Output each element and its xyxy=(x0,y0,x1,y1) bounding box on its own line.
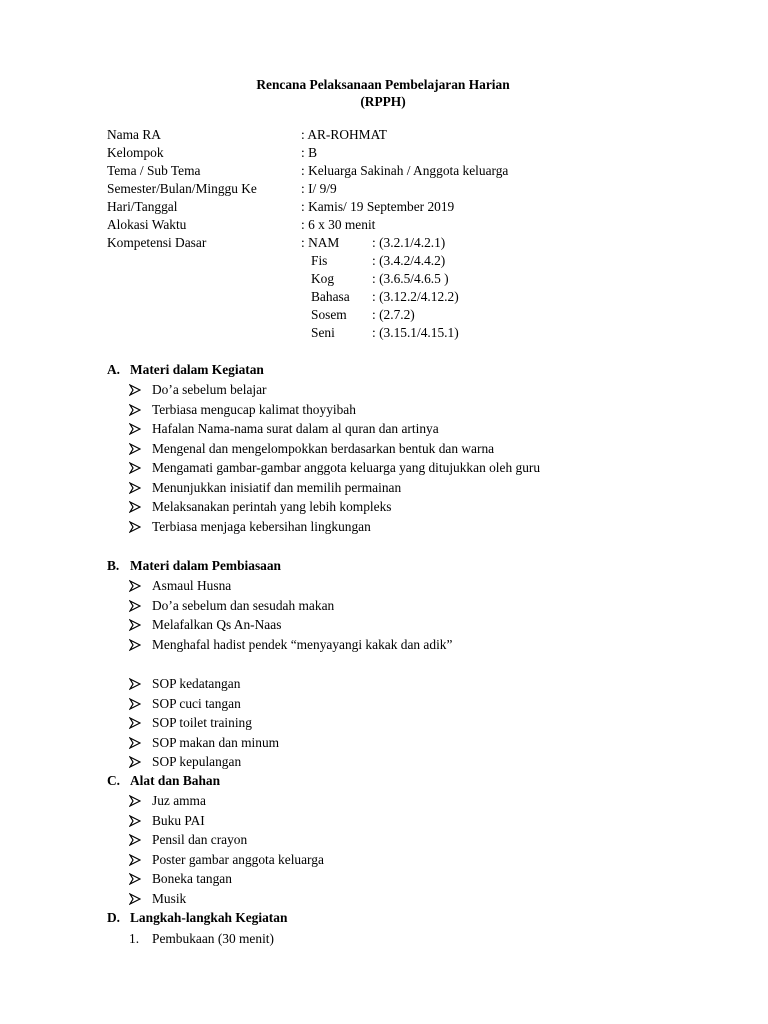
arrow-bullet-icon xyxy=(129,890,141,908)
arrow-bullet-icon xyxy=(129,734,141,752)
arrow-bullet-icon xyxy=(129,577,141,595)
item-text: Pembukaan (30 menit) xyxy=(152,931,274,946)
bullet-text: Buku PAI xyxy=(152,812,205,828)
arrow-bullet-icon xyxy=(129,753,141,771)
section-title: Alat dan Bahan xyxy=(130,773,221,788)
kd-name: Sosem xyxy=(311,307,347,322)
bullet-text: Terbiasa mengucap kalimat thoyyibah xyxy=(152,401,356,417)
bullet-text: SOP cuci tangan xyxy=(152,695,241,711)
section-letter: B. xyxy=(107,558,120,573)
arrow-bullet-icon xyxy=(129,870,141,888)
bullet-text: Melaksanakan perintah yang lebih kompleks xyxy=(152,499,392,514)
arrow-bullet-icon xyxy=(129,851,141,869)
info-label: Hari/Tanggal xyxy=(107,199,178,214)
info-label: Semester/Bulan/Minggu Ke xyxy=(107,181,257,196)
bullet-text: Asmaul Husna xyxy=(152,578,232,593)
info-value: : 6 x 30 menit xyxy=(301,217,376,232)
bullet-text: Juz amma xyxy=(152,793,206,808)
arrow-bullet-icon xyxy=(129,479,141,497)
bullet-text: Mengamati gambar-gambar anggota keluarga yang ditujukkan oleh guru xyxy=(152,460,541,475)
bullet-text: SOP toilet training xyxy=(152,715,252,730)
bullet-text: Poster gambar anggota keluarga xyxy=(152,851,324,867)
bullet-text: Melafalkan Qs An-Naas xyxy=(152,617,282,632)
bullet-text: Hafalan Nama-nama surat dalam al quran dan artinya xyxy=(152,421,439,436)
kd-name: Seni xyxy=(311,325,335,340)
section-title: Materi dalam Pembiasaan xyxy=(130,558,281,573)
arrow-bullet-icon xyxy=(129,440,141,458)
arrow-bullet-icon xyxy=(129,381,141,399)
info-label: Tema / Sub Tema xyxy=(107,163,201,178)
kd-name: Fis xyxy=(311,253,328,268)
bullet-text: SOP makan dan minum xyxy=(152,734,280,750)
bullet-text: Menunjukkan inisiatif dan memilih permainan xyxy=(152,479,402,495)
arrow-bullet-icon xyxy=(129,401,141,419)
info-label: Alokasi Waktu xyxy=(107,217,187,232)
arrow-bullet-icon xyxy=(129,420,141,438)
arrow-bullet-icon xyxy=(129,636,141,654)
section-letter: D. xyxy=(107,910,121,925)
arrow-bullet-icon xyxy=(129,518,141,536)
bullet-text: Boneka tangan xyxy=(152,871,232,886)
kd-value: : (3.6.5/4.6.5 ) xyxy=(372,271,449,286)
bullet-text: Mengenal dan mengelompokkan berdasarkan bentuk dan warna xyxy=(152,440,495,456)
info-value: : AR-ROHMAT xyxy=(301,127,387,142)
bullet-text: Terbiasa menjaga kebersihan lingkungan xyxy=(152,518,371,534)
section-title: Materi dalam Kegiatan xyxy=(130,362,264,377)
info-label: Nama RA xyxy=(107,127,161,142)
kd-value: : (2.7.2) xyxy=(372,307,415,322)
bullet-text: Do’a sebelum dan sesudah makan xyxy=(152,597,335,613)
arrow-bullet-icon xyxy=(129,616,141,634)
bullet-text: Pensil dan crayon xyxy=(152,832,248,847)
document-subtitle: (RPPH) xyxy=(360,94,406,109)
arrow-bullet-icon xyxy=(129,695,141,713)
arrow-bullet-icon xyxy=(129,792,141,810)
arrow-bullet-icon xyxy=(129,812,141,830)
info-value: : NAM xyxy=(301,235,340,250)
arrow-bullet-icon xyxy=(129,459,141,477)
bullet-text: SOP kepulangan xyxy=(152,754,242,769)
section-title: Langkah-langkah Kegiatan xyxy=(130,910,288,925)
section-letter: A. xyxy=(107,362,121,377)
bullet-text: Do’a sebelum belajar xyxy=(152,382,267,397)
kd-value: : (3.12.2/4.12.2) xyxy=(372,289,459,304)
info-label: Kompetensi Dasar xyxy=(107,235,207,250)
kd-value: : (3.15.1/4.15.1) xyxy=(372,325,459,340)
section-letter: C. xyxy=(107,773,121,788)
bullet-text: Menghafal hadist pendek “menyayangi kakak dan adik” xyxy=(152,636,453,652)
kd-value: : (3.4.2/4.4.2) xyxy=(372,253,446,268)
arrow-bullet-icon xyxy=(129,597,141,615)
info-label: Kelompok xyxy=(107,145,164,160)
arrow-bullet-icon xyxy=(129,498,141,516)
arrow-bullet-icon xyxy=(129,714,141,732)
document-title: Rencana Pelaksanaan Pembelajaran Harian xyxy=(256,77,510,92)
info-value: : B xyxy=(301,145,317,160)
info-value: : Keluarga Sakinah / Anggota keluarga xyxy=(301,163,509,178)
kd-name: Bahasa xyxy=(311,289,350,304)
arrow-bullet-icon xyxy=(129,831,141,849)
item-number: 1. xyxy=(129,931,140,946)
bullet-text: SOP kedatangan xyxy=(152,676,241,691)
info-value: : I/ 9/9 xyxy=(301,181,337,196)
arrow-bullet-icon xyxy=(129,675,141,693)
kd-name: Kog xyxy=(311,271,335,286)
bullet-text: Musik xyxy=(152,890,187,906)
info-value: : Kamis/ 19 September 2019 xyxy=(301,199,455,214)
kd-value: : (3.2.1/4.2.1) xyxy=(372,235,446,250)
